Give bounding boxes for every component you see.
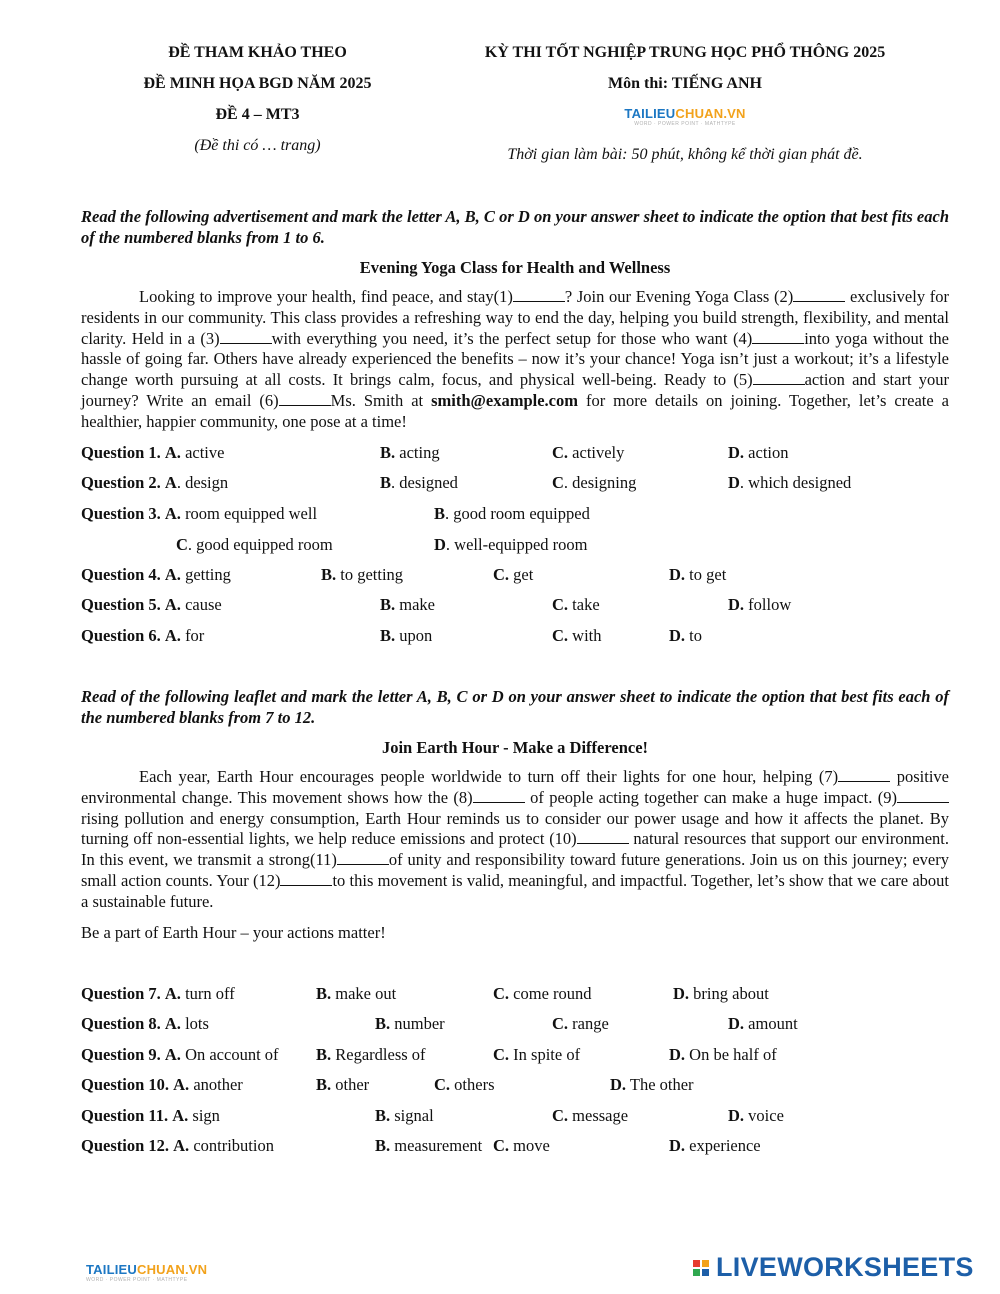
email-address: smith@example.com [431,390,578,410]
blank-2[interactable] [793,289,845,302]
q4-option-c[interactable]: C. get [493,565,534,584]
blank-7[interactable] [838,769,890,782]
q11-option-d[interactable]: D. voice [728,1106,784,1125]
q10-option-a[interactable]: another [193,1075,243,1094]
question-7: Question 7. A. turn off [81,984,235,1003]
blank-1[interactable] [513,289,565,302]
q9-option-c[interactable]: C. In spite of [493,1045,581,1064]
section2-closing: Be a part of Earth Hour – your actions matter! [81,923,386,942]
q6-option-d[interactable]: D. to [669,626,703,645]
q8-option-a[interactable]: lots [185,1014,209,1033]
q2-option-a[interactable]: design [185,473,229,492]
question-2: Question 2. A. design [81,473,229,492]
q9-option-d[interactable]: D. On be half of [669,1045,777,1064]
q3-option-a[interactable]: room equipped well [185,504,318,523]
q1-option-d[interactable]: D. action [728,443,789,462]
q10-option-b[interactable]: B. other [316,1075,370,1094]
question-8: Question 8. A. lots [81,1014,209,1033]
q12-option-b[interactable]: B. measurement [375,1136,483,1155]
section1-passage: Looking to improve your health, find peace, and stay(1) ? Join our Evening Yoga Class (2) exclusively for residents in our community. This class provides a refreshing way to end the day, helping you build strength, flexibility, and mental clarity. Held in a (3) with everything you need, it’s the perfect setup for those who want (4) into yoga without the hassle of going far. Others have already experienced the benefits – now it’s your chance! Yoga isn’t just a workout; it’s a lifestyle change worth pursuing at all costs. It brings calm, focus, and physical well-being. Ready to (5) action and start your journey? Write an email (6) Ms. Smith at smith@example.com for more details on joining. Together, let’s create a healthier, happier community, one pose at a time! [81,287,950,431]
q5-option-b[interactable]: B. make [380,595,435,614]
section2-instruction: Read of the following leaflet and mark the letter A, B, C or D on your answer sheet to indicate the option that best fits each of the numbered blanks from 7 to 12. [81,687,949,727]
exam-subject: Môn thi: TIẾNG ANH [608,75,762,92]
exam-time: Thời gian làm bài: 50 phút, không kể thời gian phát đề. [507,146,863,163]
section1-instruction: Read the following advertisement and mark the letter A, B, C or D on your answer sheet to indicate the option that best fits each of the numbered blanks from 1 to 6. [81,207,949,247]
question-5: Question 5. A. cause [81,595,222,614]
blank-8[interactable] [473,790,525,803]
blank-11[interactable] [337,852,389,865]
q6-option-b[interactable]: B. upon [380,626,433,645]
q2-option-b[interactable]: B. designed [380,473,458,492]
header-left-line1: ĐỀ THAM KHẢO THEO [168,44,347,61]
question-11: Question 11. A. sign [81,1106,220,1125]
section1-title: Evening Yoga Class for Health and Wellness [359,258,671,277]
section2-passage: Each year, Earth Hour encourages people worldwide to turn off their lights for one hour, helping (7) positive environmental change. This movement shows how the (8) of people acting together can make a huge impact. (9)rising pollution and energy consumption, Earth Hour reminds us to consider our power usage and how it affects the planet. By turning off non-essential lights, we help reduce emissions and protect (10) natural resources that support our environment. In this event, we transmit a strong(11) of unity and responsibility toward future generations. Join us on this journey; every small action counts. Your (12) to this movement is valid, meaningful, and impactful. Together, let’s show that we care about a sustainable future. [81,767,950,911]
q6-option-c[interactable]: C. with [552,626,602,645]
blank-5[interactable] [753,372,805,385]
question-12: Question 12. A. contribution [81,1136,274,1155]
header-left-pages-note: (Đề thi có … trang) [194,137,321,154]
q4-option-b[interactable]: B. to getting [321,565,404,584]
q8-option-d[interactable]: D. amount [728,1014,798,1033]
blank-10[interactable] [577,831,629,844]
blank-12[interactable] [280,873,332,886]
question-6: Question 6. A. for [81,626,205,645]
q11-option-b[interactable]: B. signal [375,1106,434,1125]
q7-option-d[interactable]: D. bring about [673,984,769,1003]
liveworksheets-icon [692,1259,714,1277]
exam-title: KỲ THI TỐT NGHIỆP TRUNG HỌC PHỔ THÔNG 2025 [484,44,886,61]
liveworksheets-logo[interactable] [692,1252,974,1283]
q1-option-b[interactable]: B. acting [380,443,440,462]
q5-option-d[interactable]: D. follow [728,595,792,614]
q11-option-c[interactable]: C. message [552,1106,629,1125]
question-1: Question 1. A. active [81,443,225,462]
blank-6[interactable] [279,393,331,406]
q12-option-d[interactable]: D. experience [669,1136,761,1155]
section2-title: Join Earth Hour - Make a Difference! [381,738,649,757]
q2-option-d[interactable]: D. which designed [728,473,852,492]
blank-9[interactable] [897,790,949,803]
q5-option-a[interactable]: cause [185,595,222,614]
liveworksheets-wordmark: LIVEWORKSHEETS [716,1252,974,1282]
question-3: Question 3. A. room equipped well [81,504,318,523]
q2-option-c[interactable]: C. designing [552,473,637,492]
q3-option-d[interactable]: D. well-equipped room [434,535,588,554]
q12-option-a[interactable]: contribution [193,1136,274,1155]
tailieuchuan-logo-footer[interactable]: TAILIEUCHUAN.VN WORD · POWER POINT · MATHTYPE [86,1262,208,1283]
q4-option-d[interactable]: D. to get [669,565,727,584]
q12-option-c[interactable]: C. move [493,1136,550,1155]
q11-option-a[interactable]: sign [192,1106,220,1125]
q5-option-c[interactable]: C. take [552,595,600,614]
q7-option-c[interactable]: C. come round [493,984,592,1003]
tailieuchuan-logo-header: TAILIEUCHUAN.VN WORD · POWER POINT · MATHTYPE [624,106,746,127]
q9-option-a[interactable]: On account of [185,1045,279,1064]
header-left-line3: ĐỀ 4 – MT3 [215,106,300,123]
q9-option-b[interactable]: B. Regardless of [316,1045,426,1064]
q1-option-c[interactable]: C. actively [552,443,625,462]
q3-option-c[interactable]: C. good equipped room [176,535,333,554]
q10-option-c[interactable]: C. others [434,1075,495,1094]
q6-option-a[interactable]: for [185,626,205,645]
blank-4[interactable] [752,331,804,344]
question-9: Question 9. A. On account of [81,1045,279,1064]
q7-option-b[interactable]: B. make out [316,984,397,1003]
question-4: Question 4. A. getting [81,565,231,584]
q8-option-b[interactable]: B. number [375,1014,445,1033]
q1-option-a[interactable]: active [185,443,225,462]
q3-option-b[interactable]: B. good room equipped [434,504,590,523]
question-10: Question 10. A. another [81,1075,243,1094]
q4-option-a[interactable]: getting [185,565,231,584]
q7-option-a[interactable]: turn off [185,984,235,1003]
q8-option-c[interactable]: C. range [552,1014,609,1033]
header-left-line2: ĐỀ MINH HỌA BGD NĂM 2025 [143,75,372,92]
blank-3[interactable] [220,331,272,344]
q10-option-d[interactable]: D. The other [610,1075,694,1094]
